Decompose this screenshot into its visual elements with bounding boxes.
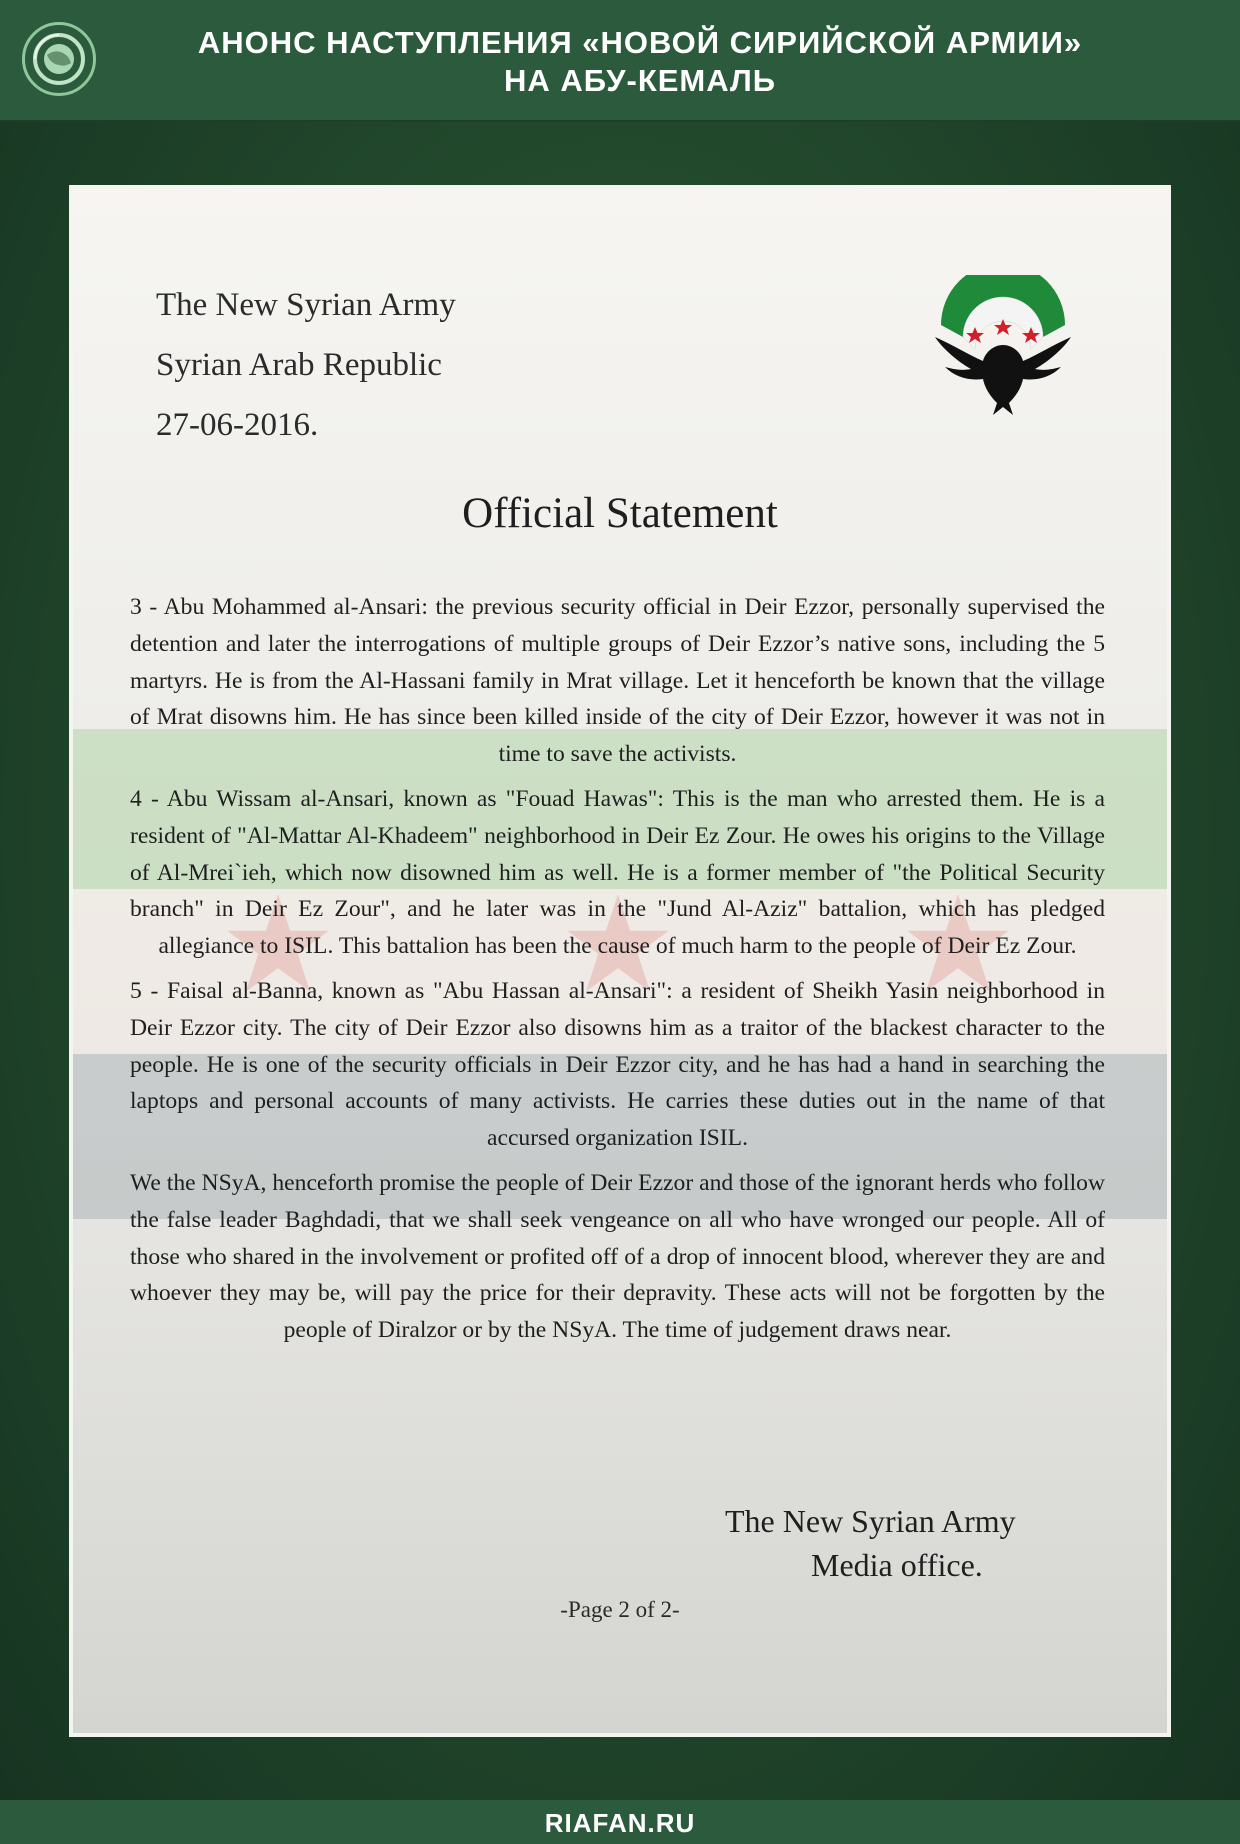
header-bar	[0, 0, 1240, 122]
signature-org: The New Syrian Army	[725, 1503, 1016, 1539]
statement-body	[130, 589, 1105, 1357]
document-title: Official Statement	[462, 490, 778, 537]
statement-date: 27-06-2016.	[156, 407, 319, 443]
sender-country: Syrian Arab Republic	[156, 347, 442, 383]
footer-site-link[interactable]: RIAFAN.RU	[544, 1808, 696, 1838]
statement-document	[69, 185, 1171, 1737]
footer-bar	[0, 1800, 1240, 1844]
globe-emblem-icon[interactable]	[22, 22, 96, 96]
page-number: -Page 2 of 2-	[560, 1597, 680, 1622]
paragraph-4: 4 - Abu Wissam al-Ansari, known as "Fouad Hawas": This is the man who arrested them. He is a resident of "Al-Mattar Al-Khadeem" neighborhood in Deir Ez Zour. He owes his origins to the Village of Al-Mrei`ieh, which now disowned him as well. He is a former member of "the Political Security branch" in Deir Ez Zour", and he later was in the "Jund Al-Aziz" battalion, which has pledged allegiance to ISIL. This battalion has been the cause of much harm to the people of Deir Ez Zour.	[130, 785, 1105, 960]
sender-block	[156, 275, 456, 455]
sender-name: The New Syrian Army	[156, 287, 456, 323]
eagle-flag-emblem-icon	[913, 275, 1093, 425]
paragraph-5: 5 - Faisal al-Banna, known as "Abu Hassan al-Ansari": a resident of Sheikh Yasin neighborhood in Deir Ezzor city. The city of Deir Ezzor also disowns him as a traitor of the blackest character to the people. He is one of the security officials in Deir Ezzor city, and he has had a hand in searching the laptops and personal accounts of many activists. He carries these duties out in the name of that accursed organization ISIL.	[130, 977, 1105, 1152]
signature-block	[673, 1499, 1093, 1587]
paragraph-3: 3 - Abu Mohammed al-Ansari: the previous security official in Deir Ezzor, personally supervised the detention and later the interrogations of multiple groups of Deir Ezzor’s native sons, including the 5 martyrs. He is from the Al-Hassani family in Mrat village. Let it henceforth be known that the village of Mrat disowns him. He has since been killed inside of the city of Deir Ezzor, however it was not in time to save the activists.	[130, 594, 1105, 768]
paragraph-closing: We the NSyA, henceforth promise the people of Deir Ezzor and those of the ignorant herds who follow the false leader Baghdadi, that we shall seek vengeance on all who have wronged our people. All of those who shared in the involvement or profited off of a drop of innocent blood, wherever they are and whoever they may be, will pay the price for their depravity. These acts will not be forgotten by the people of Diralzor or by the NSyA. The time of judgement draws near.	[130, 1169, 1105, 1344]
title-line-2: НА АБУ-КЕМАЛЬ	[503, 63, 777, 98]
page-title	[120, 24, 1160, 100]
title-line-1: АНОНС НАСТУПЛЕНИЯ «НОВОЙ СИРИЙСКОЙ АРМИИ»	[197, 25, 1083, 60]
signature-office: Media office.	[811, 1547, 983, 1583]
